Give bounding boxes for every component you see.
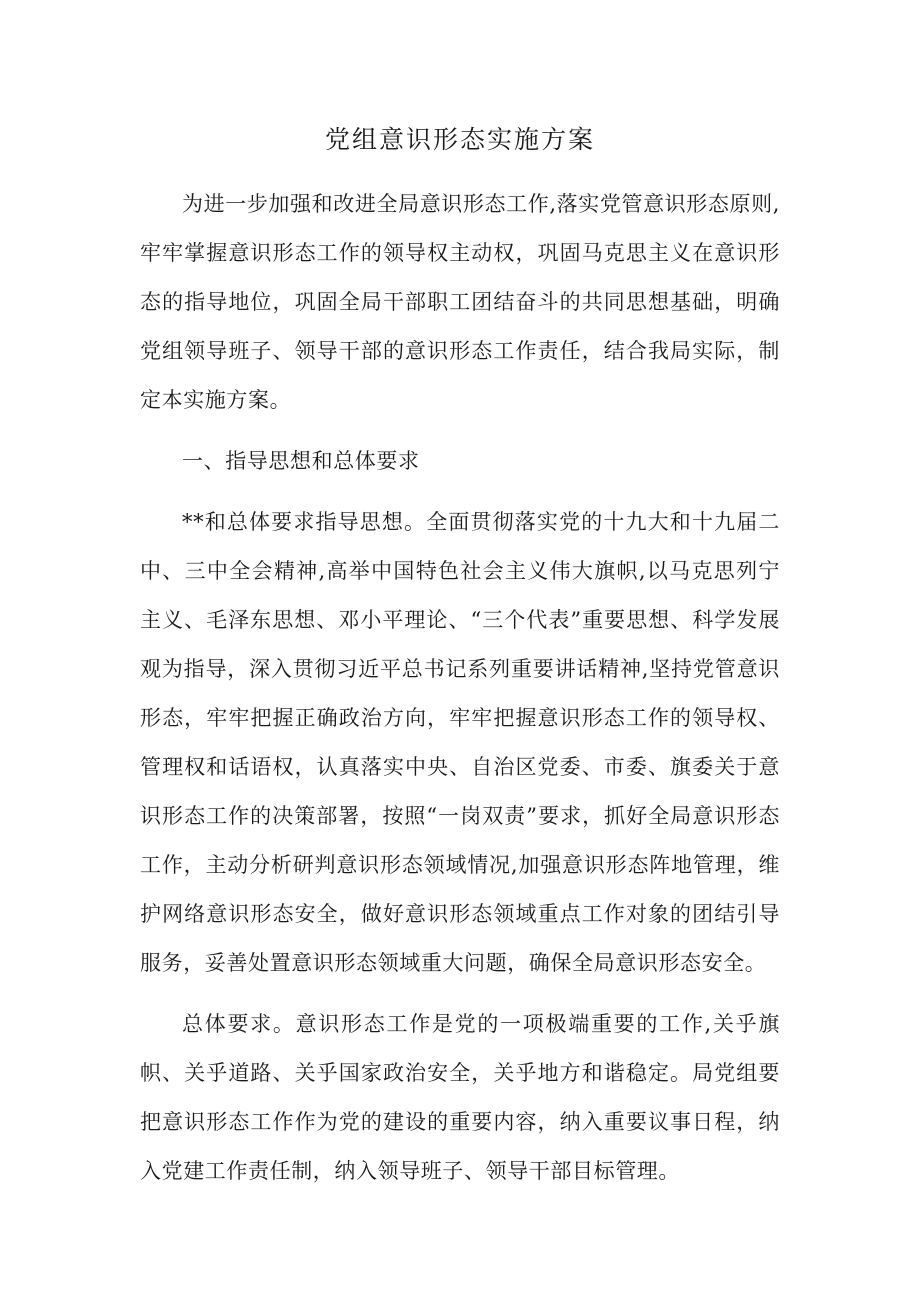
paragraph-gap [140,486,780,498]
intro-paragraph: 为进一步加强和改进全局意识形态工作,落实党管意识形态原则,牢牢掌握意识形态工作的领导权主动权，巩固马克思主义在意识形态的指导地位，巩固全局干部职工团结奋斗的共同思想基础，明确党组领导班子、领导干部的意识形态工作责任，结合我局实际，制定本实施方案。 [140,192,780,412]
overall-requirements-paragraph: 总体要求。意识形态工作是党的一项极端重要的工作,关乎旗帜、关乎道路、关乎国家政治安全，关乎地方和谐稳定。局党组要把意识形态工作作为党的建设的重要内容，纳入重要议事日程，纳入党建工作责任制，纳入领导班子、领导干部目标管理。 [140,1012,780,1183]
section-heading: 一、指导思想和总体要求 [182,449,420,473]
paragraph-gap [140,425,780,437]
paragraph-gap [140,988,780,1000]
guiding-ideology-paragraph: **和总体要求指导思想。全面贯彻落实党的十九大和十九届二中、三中全会精神,高举中国特色社会主义伟大旗帜,以马克思列宁主义、毛泽东思想、邓小平理论、“三个代表”重要思想、科学发展观为指导，深入贯彻习近平总书记系列重要讲话精神,坚持党管意识形态，牢牢把握正确政治方向，牢牢把握意识形态工作的领导权、管理权和话语权，认真落实中央、自治区党委、市委、旗委关于意识形态工作的决策部署，按照“一岗双责”要求，抓好全局意识形态工作，主动分析研判意识形态领域情况,加强意识形态阵地管理，维护网络意识形态安全，做好意识形态领域重点工作对象的团结引导服务，妥善处置意识形态领域重大问题，确保全局意识形态安全。 [140,510,780,975]
document-title: 党组意识形态实施方案 [324,125,595,154]
